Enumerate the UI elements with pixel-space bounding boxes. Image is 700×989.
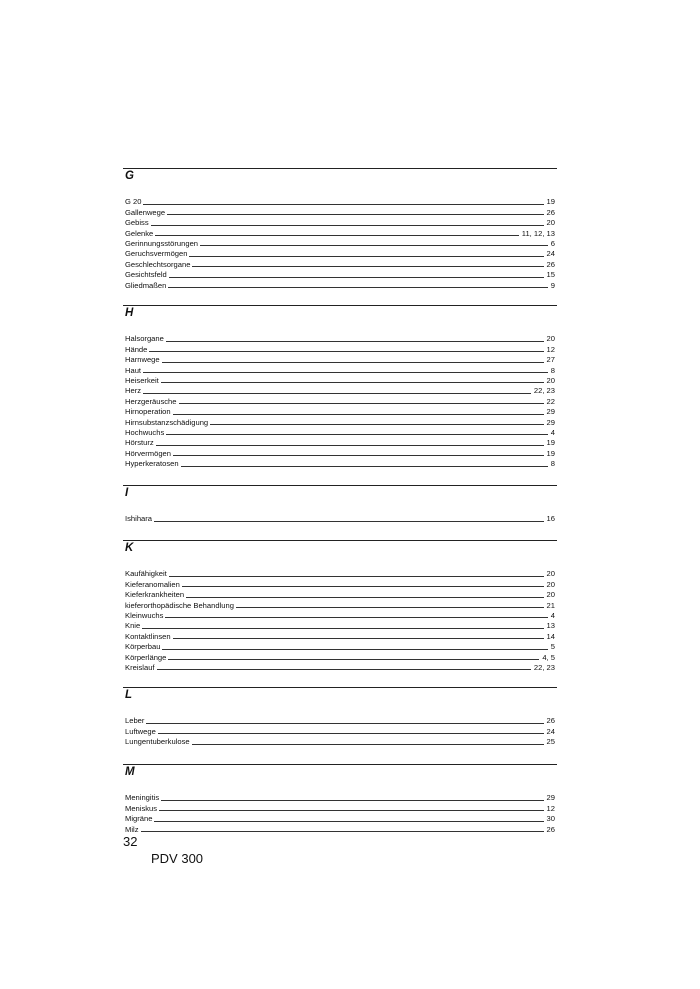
document-model: PDV 300 xyxy=(151,851,204,866)
index-term: Gerinnungsstörungen xyxy=(125,238,199,248)
index-term: Kleinwuchs xyxy=(125,610,164,620)
index-entry xyxy=(125,599,555,609)
page-reference: 20 xyxy=(546,579,555,589)
index-term: Meningitis xyxy=(125,793,160,803)
page-reference: 6 xyxy=(550,238,555,248)
index-entry xyxy=(125,458,555,468)
index-term: Herzgeräusche xyxy=(125,396,177,406)
index-term: Kontaktlinsen xyxy=(125,631,171,641)
index-term: Knie xyxy=(125,621,141,631)
page-reference: 26 xyxy=(546,716,555,726)
index-term: Hyperkeratosen xyxy=(125,459,179,469)
leader-line xyxy=(192,266,543,267)
section-letter: K xyxy=(125,542,134,554)
index-entry-list xyxy=(125,513,555,523)
page-reference: 8 xyxy=(550,459,555,469)
leader-line xyxy=(146,723,543,724)
index-entry xyxy=(125,354,555,364)
page-reference: 29 xyxy=(546,407,555,417)
leader-line xyxy=(179,403,544,404)
page-reference: 26 xyxy=(546,824,555,834)
index-term: Körperlänge xyxy=(125,652,167,662)
index-term: Hirnoperation xyxy=(125,407,171,417)
index-entry-list xyxy=(125,568,555,672)
leader-line xyxy=(186,597,543,598)
section-letter: H xyxy=(125,307,134,319)
page-reference: 13 xyxy=(546,621,555,631)
index-term: Harnwege xyxy=(125,355,160,365)
index-term: Hörvermögen xyxy=(125,448,172,458)
index-entry xyxy=(125,279,555,289)
leader-line xyxy=(189,256,543,257)
page-reference: 11, 12, 13 xyxy=(521,228,555,238)
index-entry-list xyxy=(125,196,555,290)
index-term: Luftwege xyxy=(125,726,156,736)
index-term: Halsorgane xyxy=(125,334,164,344)
page-reference: 12 xyxy=(546,344,555,354)
index-entry xyxy=(125,630,555,640)
leader-line xyxy=(173,455,544,456)
page-reference: 4, 5 xyxy=(542,652,555,662)
index-term: Gebiss xyxy=(125,218,149,228)
index-term: Hände xyxy=(125,344,148,354)
index-entry xyxy=(125,248,555,258)
page-reference: 22, 23 xyxy=(533,662,555,672)
page-reference: 24 xyxy=(546,249,555,259)
index-entry xyxy=(125,578,555,588)
leader-line xyxy=(161,382,544,383)
page-reference: 26 xyxy=(546,207,555,217)
index-term: G 20 xyxy=(125,197,142,207)
index-term: Meniskus xyxy=(125,803,158,813)
page-reference: 19 xyxy=(546,197,555,207)
index-term: Körperbau xyxy=(125,642,161,652)
section-divider xyxy=(123,168,557,169)
index-entry xyxy=(125,447,555,457)
index-entry xyxy=(125,725,555,735)
page-reference: 29 xyxy=(546,793,555,803)
leader-line xyxy=(155,235,518,236)
leader-line xyxy=(159,810,543,811)
leader-line xyxy=(143,372,548,373)
index-entry xyxy=(125,715,555,725)
index-term: Geschlechtsorgane xyxy=(125,259,191,269)
leader-line xyxy=(192,744,544,745)
page-reference: 24 xyxy=(546,726,555,736)
index-entry xyxy=(125,364,555,374)
page-reference: 9 xyxy=(550,280,555,290)
leader-line xyxy=(142,628,543,629)
section-divider xyxy=(123,305,557,306)
index-entry xyxy=(125,437,555,447)
index-entry xyxy=(125,610,555,620)
index-entry xyxy=(125,513,555,523)
index-term: Kieferkrankheiten xyxy=(125,590,185,600)
section-divider xyxy=(123,687,557,688)
leader-line xyxy=(149,351,543,352)
leader-line xyxy=(143,204,543,205)
index-entry xyxy=(125,333,555,343)
index-term: Gallenwege xyxy=(125,207,166,217)
page-reference: 15 xyxy=(546,270,555,280)
page-reference: 20 xyxy=(546,334,555,344)
page-reference: 20 xyxy=(546,218,555,228)
section-divider xyxy=(123,764,557,765)
leader-line xyxy=(167,214,543,215)
index-entry xyxy=(125,258,555,268)
leader-line xyxy=(143,393,531,394)
leader-line xyxy=(181,466,548,467)
page-reference: 19 xyxy=(546,438,555,448)
leader-line xyxy=(200,245,548,246)
index-entry xyxy=(125,416,555,426)
index-entry xyxy=(125,641,555,651)
index-entry xyxy=(125,813,555,823)
leader-line xyxy=(169,576,544,577)
index-term: Lungentuberkulose xyxy=(125,737,190,747)
section-letter: L xyxy=(125,689,133,701)
index-entry xyxy=(125,589,555,599)
page-reference: 14 xyxy=(546,631,555,641)
leader-line xyxy=(156,445,544,446)
index-entry xyxy=(125,651,555,661)
section-divider xyxy=(123,540,557,541)
page-reference: 4 xyxy=(550,427,555,437)
page-reference: 4 xyxy=(550,610,555,620)
leader-line xyxy=(165,617,547,618)
leader-line xyxy=(168,287,547,288)
page-reference: 27 xyxy=(546,355,555,365)
leader-line xyxy=(182,586,544,587)
index-term: Gesichtsfeld xyxy=(125,270,167,280)
index-term: Hochwuchs xyxy=(125,427,165,437)
index-term: Milz xyxy=(125,824,139,834)
index-entry xyxy=(125,736,555,746)
page-reference: 26 xyxy=(546,259,555,269)
index-entry xyxy=(125,343,555,353)
index-entry xyxy=(125,802,555,812)
index-term: Kaufähigkeit xyxy=(125,569,167,579)
leader-line xyxy=(173,638,544,639)
leader-line xyxy=(161,800,543,801)
index-entry xyxy=(125,227,555,237)
index-entry xyxy=(125,269,555,279)
index-entry xyxy=(125,196,555,206)
page-reference: 19 xyxy=(546,448,555,458)
index-entry-list xyxy=(125,715,555,746)
page-reference: 20 xyxy=(546,590,555,600)
index-entry xyxy=(125,395,555,405)
index-term: Leber xyxy=(125,716,145,726)
leader-line xyxy=(157,669,531,670)
index-entry xyxy=(125,662,555,672)
index-entry xyxy=(125,823,555,833)
index-entry xyxy=(125,238,555,248)
page-reference: 22 xyxy=(546,396,555,406)
section-letter: M xyxy=(125,766,135,778)
page-reference: 29 xyxy=(546,417,555,427)
index-entry xyxy=(125,385,555,395)
index-term: Hirnsubstanzschädigung xyxy=(125,417,209,427)
page-reference: 16 xyxy=(546,514,555,524)
index-entry xyxy=(125,427,555,437)
index-entry xyxy=(125,217,555,227)
index-term: Haut xyxy=(125,365,142,375)
page-reference: 8 xyxy=(550,365,555,375)
index-entry xyxy=(125,375,555,385)
index-term: Gliedmaßen xyxy=(125,280,167,290)
leader-line xyxy=(154,821,543,822)
leader-line xyxy=(141,831,544,832)
index-entry xyxy=(125,620,555,630)
page-reference: 22, 23 xyxy=(533,386,555,396)
leader-line xyxy=(166,434,548,435)
index-term: Heiserkeit xyxy=(125,375,159,385)
page-reference: 30 xyxy=(546,814,555,824)
index-term: Ishihara xyxy=(125,514,153,524)
index-entry-list xyxy=(125,792,555,834)
page-reference: 12 xyxy=(546,803,555,813)
leader-line xyxy=(168,659,539,660)
leader-line xyxy=(173,414,544,415)
page-reference: 20 xyxy=(546,375,555,385)
leader-line xyxy=(236,607,544,608)
index-entry xyxy=(125,406,555,416)
index-entry-list xyxy=(125,333,555,468)
leader-line xyxy=(210,424,543,425)
index-entry xyxy=(125,206,555,216)
index-term: Herz xyxy=(125,386,142,396)
page-reference: 21 xyxy=(546,600,555,610)
leader-line xyxy=(169,277,544,278)
index-entry xyxy=(125,568,555,578)
index-term: Hörsturz xyxy=(125,438,154,448)
page-reference: 5 xyxy=(550,642,555,652)
section-letter: I xyxy=(125,487,129,499)
index-term: Gelenke xyxy=(125,228,154,238)
leader-line xyxy=(166,341,544,342)
index-term: Kieferanomalien xyxy=(125,579,180,589)
index-term: Migräne xyxy=(125,814,153,824)
page-reference: 20 xyxy=(546,569,555,579)
leader-line xyxy=(151,225,544,226)
leader-line xyxy=(158,733,544,734)
leader-line xyxy=(162,649,547,650)
section-divider xyxy=(123,485,557,486)
index-term: Kreislauf xyxy=(125,662,155,672)
index-entry xyxy=(125,792,555,802)
index-term: Geruchsvermögen xyxy=(125,249,188,259)
leader-line xyxy=(154,521,544,522)
page-number: 32 xyxy=(123,834,138,849)
leader-line xyxy=(162,362,544,363)
index-term: kieferorthopädische Behandlung xyxy=(125,600,234,610)
page-reference: 25 xyxy=(546,737,555,747)
section-letter: G xyxy=(125,170,134,182)
